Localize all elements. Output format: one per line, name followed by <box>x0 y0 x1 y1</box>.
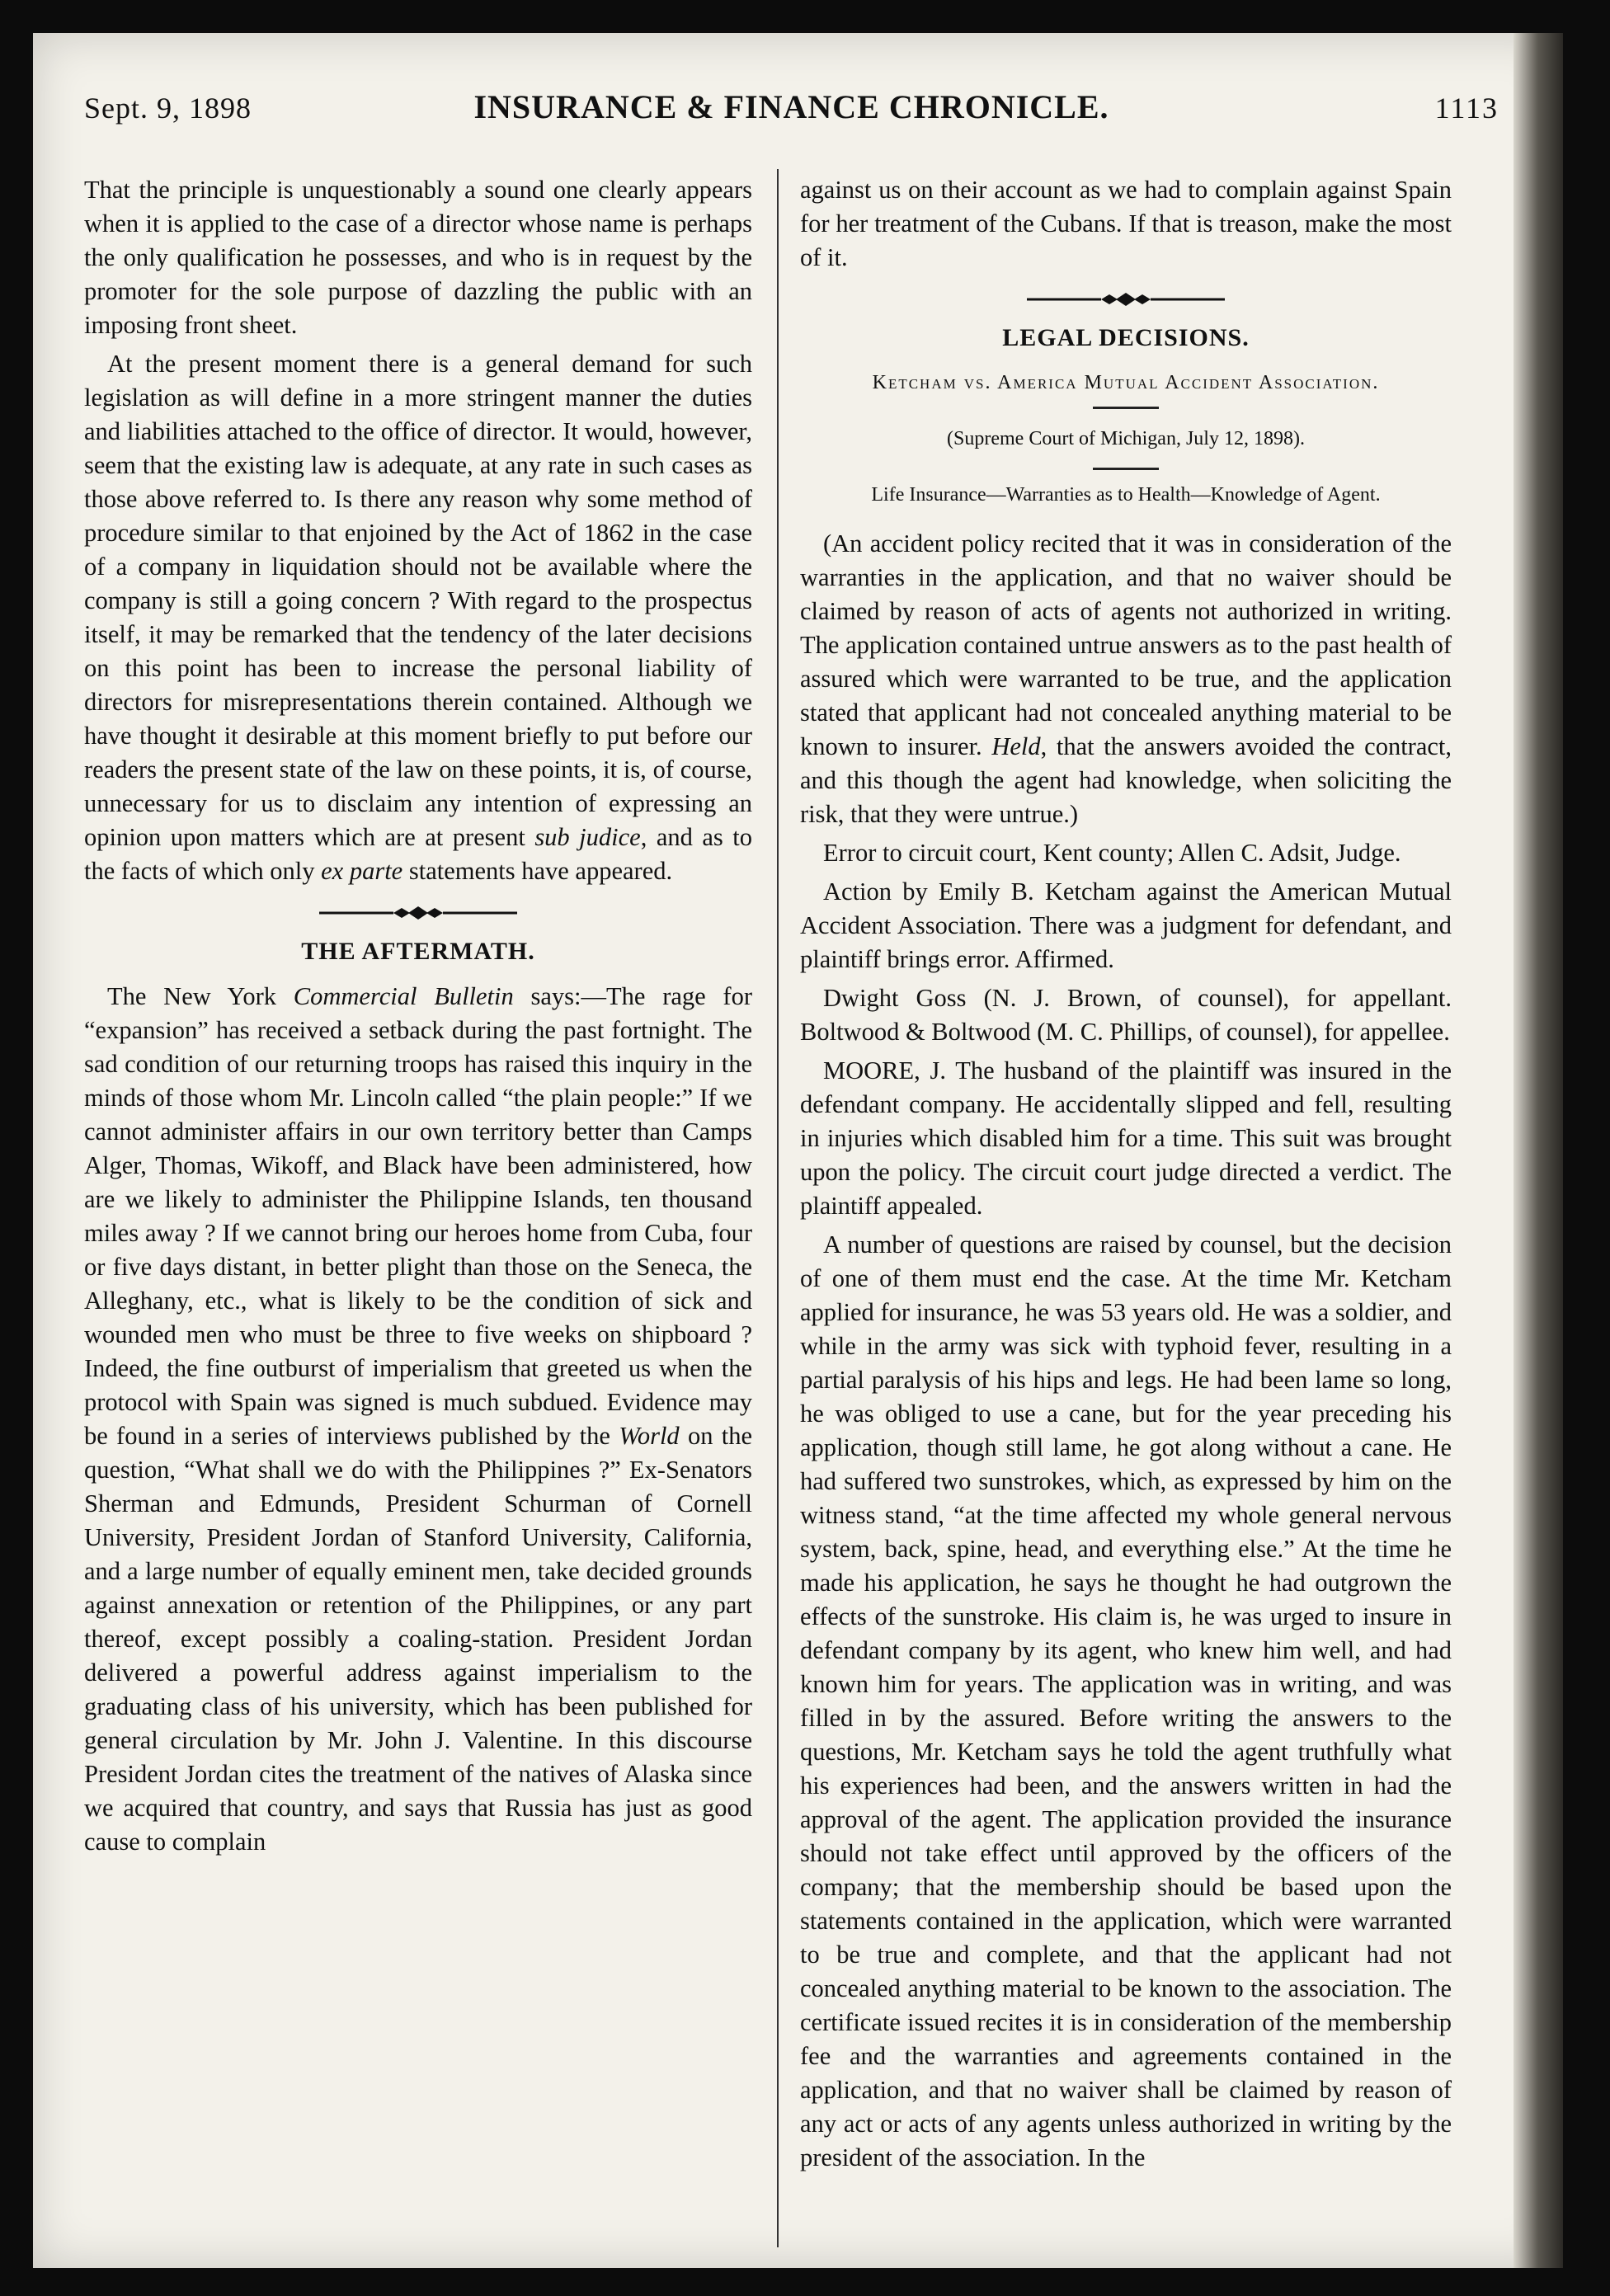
paragraph-continuation: against us on their account as we had to complain against Spain for her treatment of the Cubans. If that is treason, make the most of it. <box>800 176 1452 271</box>
paragraph-syllabus: (An accident policy recited that it was in consideration of the warranties in the application, and that no waiver should be claimed by reason of acts of agents not authorized in writing. The application contained untrue answers as to the past health of assured which were warranted to be true, and the application stated that applicant had not concealed anything material to be known to insurer. Held, that the answers avoided the contract, and this though the agent had knowledge, when soliciting the risk, that they were untrue.) <box>800 529 1452 828</box>
left-column <box>84 173 752 2235</box>
case-title: Ketcham vs. America Mutual Accident Association. <box>872 372 1380 393</box>
paragraph-opinion-2: A number of questions are raised by counsel, but the decision of one of them must end the case. At the time Mr. Ketcham applied for insurance, he was 53 years old. He was a soldier, and while in the army was sick with typhoid fever, resulting in a partial paralysis of his hips and legs. He had been lame so long, he was obliged to use a cane, but for the year preceding his application, though still lame, he got along without a cane. He had suffered two sunstrokes, which, as expressed by him on the witness stand, “at the time affected my whole general nervous system, back, spine, head, and everything else.” At the time he made his application, he says he thought he had outgrown the effects of the sunstroke. His claim is, he was urged to insure in defendant company by its agent, who knew him well, and had known him for years. The application was in writing, and was filled in by the assured. Before writing the answers to the questions, Mr. Ketcham says he told the agent truthfully what his experiences had been, and the answers written in had the approval of the agent. The application provided the insurance should not take effect until approved by the officers of the company; that the membership should be based upon the statements contained in the application, which were warranted to be true and complete, and that the applicant had not concealed anything material to be known to the association. The certificate issued recites it is in consideration of the membership fee and the warranties and agreements contained in the application, and that no waiver shall be claimed by reason of any act or acts of any agents unless authorized in writing by the president of the association. In the <box>800 1230 1452 2171</box>
right-column <box>800 173 1452 2235</box>
page-number: 1113 <box>1434 92 1499 125</box>
case-subject: Life Insurance—Warranties as to Health—Knowledge of Agent. <box>871 484 1381 506</box>
publication-title: INSURANCE & FINANCE CHRONICLE. <box>473 88 1109 125</box>
newspaper-page <box>33 33 1563 2268</box>
paragraph-action: Action by Emily B. Ketcham against the American Mutual Accident Association. There was a judgment for defendant, and plaintiff brings error. Affirmed. <box>800 877 1452 973</box>
court-citation: (Supreme Court of Michigan, July 12, 1898). <box>947 428 1305 449</box>
paragraph-aftermath: The New York Commercial Bulletin says:—The rage for “expansion” has received a setback during the past fortnight. The sad condition of our returning troops has raised this inquiry in the minds of those whom Mr. Lincoln called “the plain people:” If we cannot administer affairs in our own territory better than Camps Alger, Thomas, Wikoff, and Black have been administered, how are we likely to administer the Philippine Islands, ten thousand miles away ? If we cannot bring our heroes home from Cuba, four or five days distant, in better plight than those on the Seneca, the Alleghany, etc., what is likely to be the condition of sick and wounded men who must be three to five weeks on shipboard ? Indeed, the fine outburst of imperialism that greeted us when the protocol with Spain was signed is much subdued. Evidence may be found in a series of interviews published by the World on the question, “What shall we do with the Philippines ?” Ex-Senators Sherman and Edmunds, President Schurman of Cornell University, President Jordan of Stanford University, California, and a large number of equally eminent men, take decided grounds against annexation or retention of the Philippines, or any part thereof, except possibly a coaling-station. President Jordan delivered a powerful address against imperialism to the graduating class of his university, which has been published for general circulation by Mr. John J. Valentine. In this discourse President Jordan cites the treatment of the natives of Alaska since we acquired that country, and says that Russia has just as good cause to complain <box>84 982 752 1856</box>
page-binding-edge <box>1513 33 1563 2268</box>
ornament-divider <box>1027 291 1225 308</box>
paragraph-director-principle: That the principle is unquestionably a sound one clearly appears when it is applied to the case of a director whose name is perhaps the only qualification he possesses, and who is in request by the promoter for the sole purpose of dazzling the public with an imposing front sheet. <box>84 176 752 339</box>
ornament-divider <box>319 905 517 921</box>
paragraph-counsel: Dwight Goss (N. J. Brown, of counsel), for appellant. Boltwood & Boltwood (M. C. Phillips, of counsel), for appellee. <box>800 984 1452 1046</box>
aftermath-heading: THE AFTERMATH. <box>301 938 535 965</box>
issue-date: Sept. 9, 1898 <box>84 92 252 125</box>
short-rule <box>1093 468 1159 470</box>
paragraph-legislation-demand: At the present moment there is a general demand for such legislation as will define in a more stringent manner the duties and liabilities attached to the office of director. It would, however, seem that the existing law is adequate, at any rate in such cases as those above referred to. Is there any reason why some method of procedure similar to that enjoined by the Act of 1862 in the case of a company in liquidation should not be available where the company is still a going concern ? With regard to the prospectus itself, it may be remarked that the tendency of the later decisions on this point has been to increase the personal liability of directors for misrepresentations therein contained. Although we have thought it desirable at this moment briefly to put before our readers the present state of the law on these points, it is, of course, unnecessary for us to disclaim any intention of expressing an opinion upon matters which are at present sub judice, and as to the facts of which only ex parte statements have appeared. <box>84 350 752 885</box>
column-divider <box>777 169 779 2247</box>
running-head <box>84 84 1499 142</box>
paragraph-error: Error to circuit court, Kent county; Allen C. Adsit, Judge. <box>823 839 1401 867</box>
legal-decisions-heading: LEGAL DECISIONS. <box>1002 324 1250 351</box>
short-rule <box>1093 407 1159 409</box>
paragraph-opinion-1: MOORE, J. The husband of the plaintiff was insured in the defendant company. He accidentally slipped and fell, resulting in injuries which disabled him for a time. This suit was brought upon the policy. The circuit court judge directed a verdict. The plaintiff appealed. <box>800 1056 1452 1220</box>
